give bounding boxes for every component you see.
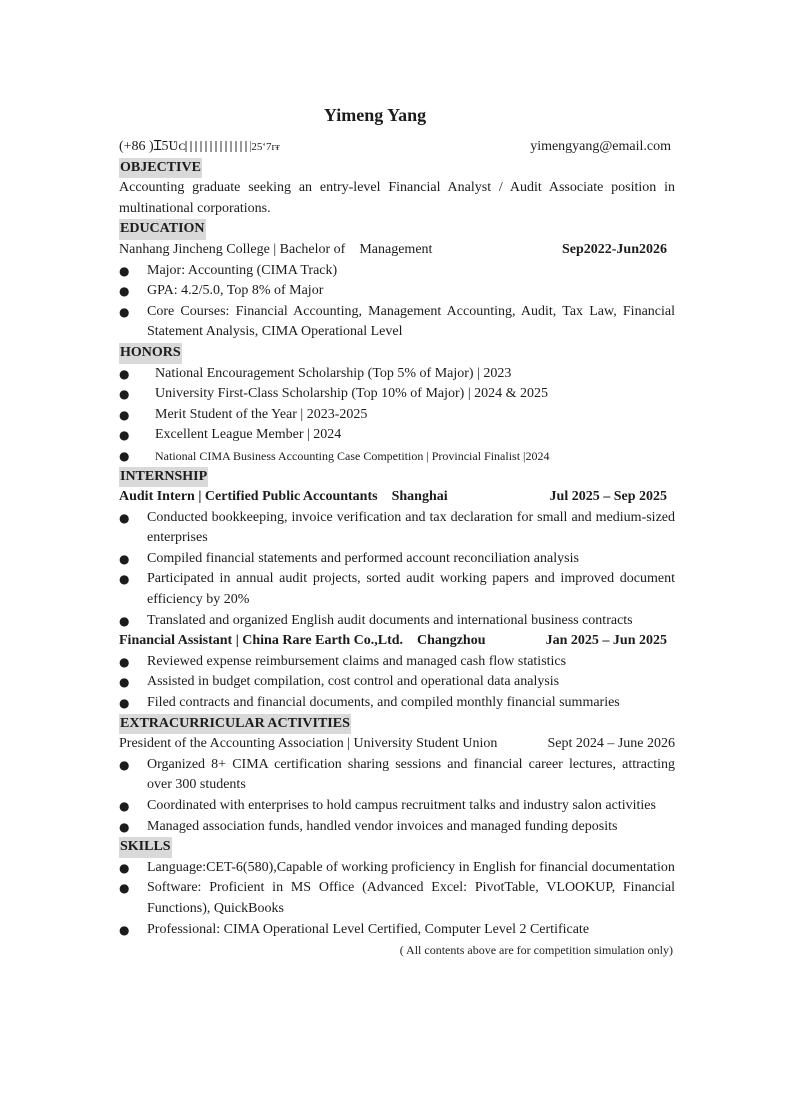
phone-number <box>119 137 280 158</box>
candidate-name: Yimeng Yang <box>323 105 427 125</box>
education-dates: Sep2022-Jun2026 <box>561 241 667 257</box>
honors-bullet: ● National Encouragement Scholarship (Top 5% of Major) | 2023 <box>119 364 675 385</box>
job-header <box>119 631 675 652</box>
section-heading-honors: HONORS <box>119 343 182 364</box>
honors-bullet: ● University First-Class Scholarship (Top 10% of Major) | 2024 & 2025 <box>119 384 675 405</box>
skill-bullet: ● Software: Proficient in MS Office (Advanced Excel: PivotTable, VLOOKUP, Financial Functions), QuickBooks <box>119 878 675 919</box>
job-bullet: ● Participated in annual audit projects, sorted audit working papers and improved document efficiency by 20% <box>119 569 675 610</box>
job-bullet: ● Translated and organized English audit documents and international business contracts <box>119 611 675 632</box>
job-bullet: ● Compiled financial statements and performed account reconciliation analysis <box>119 549 675 570</box>
activity-bullet: ● Organized 8+ CIMA certification sharing sessions and financial career lectures, attracting over 300 students <box>119 755 675 796</box>
phone-partial: Ɪ5Ʋᴄ <box>153 139 186 154</box>
phone-suffix: 25ʻ7ᴦᵲ <box>251 141 280 153</box>
email-address: yimengyang@email.com <box>530 139 671 154</box>
job-title: Audit Intern | Certified Public Accountants Shanghai <box>119 489 448 505</box>
education-bullet: ● GPA: 4.2/5.0, Top 8% of Major <box>119 281 675 302</box>
job-bullet: ● Assisted in budget compilation, cost control and operational data analysis <box>119 672 675 693</box>
job-dates: Jan 2025 – Jun 2025 <box>545 633 667 649</box>
activity-dates: Sept 2024 – June 2026 <box>547 736 675 752</box>
phone-prefix: (+86 ) <box>119 139 154 154</box>
resume-body <box>119 137 675 961</box>
activity-role: President of the Accounting Association | University Student Union <box>119 736 498 752</box>
job-bullet: ● Reviewed expense reimbursement claims and managed cash flow statistics <box>119 652 675 673</box>
activity-header <box>119 734 675 755</box>
job-bullet: ● Conducted bookkeeping, invoice verification and tax declaration for small and medium-sized enterprises <box>119 508 675 549</box>
job-dates: Jul 2025 – Sep 2025 <box>549 489 667 505</box>
footer-note: ( All contents above are for competition simulation only) <box>399 943 673 958</box>
skill-bullet: ● Professional: CIMA Operational Level Certified, Computer Level 2 Certificate <box>119 920 675 941</box>
phone-redaction <box>185 141 251 152</box>
education-bullet: ● Core Courses: Financial Accounting, Management Accounting, Audit, Tax Law, Financial Statement Analysis, CIMA Operational Level <box>119 302 675 343</box>
objective-text: Accounting graduate seeking an entry-level Financial Analyst / Audit Associate position in multinational corporations. <box>119 180 675 216</box>
section-heading-education: EDUCATION <box>119 219 206 240</box>
section-heading-extracurricular: EXTRACURRICULAR ACTIVITIES <box>119 714 351 735</box>
honors-bullet: ● National CIMA Business Accounting Case Competition | Provincial Finalist |2024 <box>119 446 675 467</box>
skill-bullet: ● Language:CET-6(580),Capable of working proficiency in English for financial documentation <box>119 858 675 879</box>
honors-bullet: ● Excellent League Member | 2024 <box>119 425 675 446</box>
contact-row <box>119 137 675 158</box>
job-bullet: ● Filed contracts and financial documents, and compiled monthly financial summaries <box>119 693 675 714</box>
education-bullet: ● Major: Accounting (CIMA Track) <box>119 261 675 282</box>
education-school: Nanhang Jincheng College | Bachelor of Management <box>119 241 433 257</box>
section-heading-internship: INTERNSHIP <box>119 467 208 488</box>
section-heading-objective: OBJECTIVE <box>119 158 202 179</box>
honors-bullet: ● Merit Student of the Year | 2023-2025 <box>119 405 675 426</box>
job-title: Financial Assistant | China Rare Earth Co.,Ltd. Changzhou <box>119 633 486 649</box>
activity-bullet: ● Coordinated with enterprises to hold campus recruitment talks and industry salon activities <box>119 796 675 817</box>
job-header <box>119 487 675 508</box>
education-row <box>119 240 675 261</box>
section-heading-skills: SKILLS <box>119 837 172 858</box>
activity-bullet: ● Managed association funds, handled vendor invoices and managed funding deposits <box>119 817 675 838</box>
